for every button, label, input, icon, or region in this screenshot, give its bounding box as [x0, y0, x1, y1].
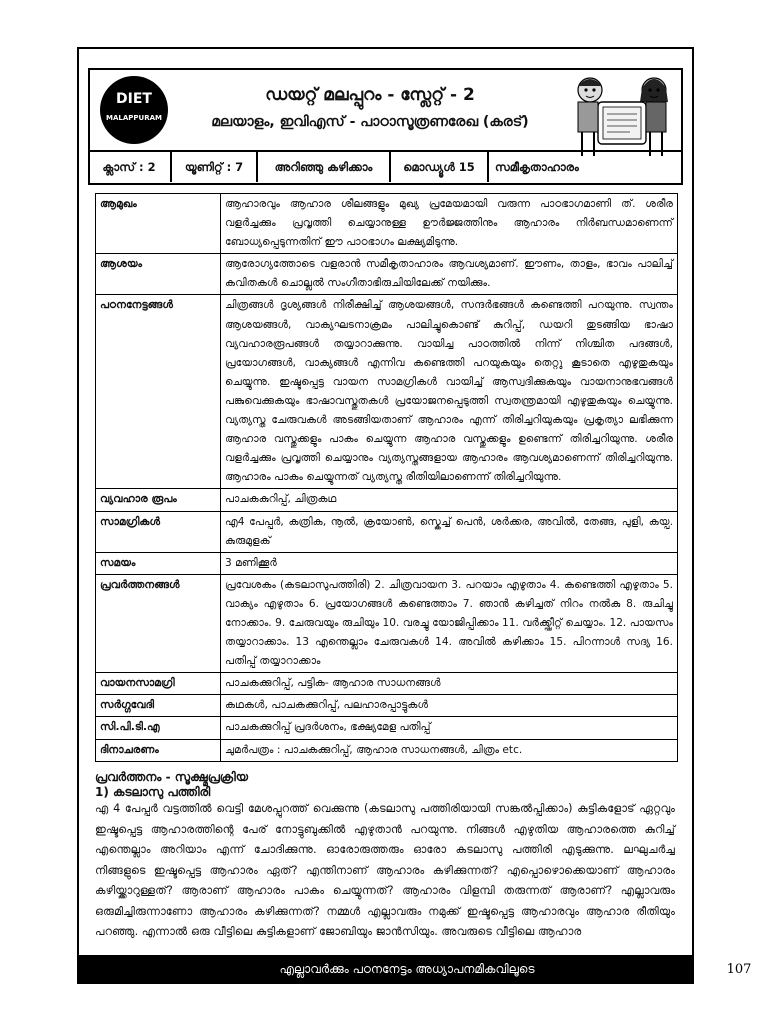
topic-cell: സമീകൃതാഹാരം — [495, 159, 579, 174]
row-value: കഥകൾ, പാചകക്കുറിപ്പ്, പലഹാരപ്പാട്ടുകൾ — [221, 695, 678, 717]
children-illustration — [568, 72, 676, 158]
row-label: സി.പി.ടി.എ — [96, 717, 221, 739]
footer-slogan: എല്ലാവർക്കും പഠനനേട്ടം അധ്യാപനമികവിലൂടെ — [279, 962, 535, 976]
table-row — [96, 673, 678, 695]
row-label: സാമഗ്രികൾ — [96, 511, 221, 552]
row-label: പഠനനേട്ടങ്ങൾ — [96, 295, 221, 489]
row-label: പ്രവർത്തനങ്ങൾ — [96, 574, 221, 672]
diet-logo — [100, 76, 168, 144]
row-value: ആഹാരവും ആഹാര ശീലങ്ങളും മുഖ്യ പ്രമേയമായി വരുന്ന പാഠഭാഗമാണി ത്. ശരീര വളർച്ചക്കും പ്രവൃത്തി ചെയ്യാനുള്ള ഊർജ്ജത്തിനും ആഹാരം നിർബന്ധമാണെന്ന് ബോധ്യപ്പെടുന്നതിന് ഈ പാഠഭാഗം ലക്ഷ്യമിടുന്നു. — [221, 194, 678, 254]
row-label: സമയം — [96, 552, 221, 574]
table-row — [96, 511, 678, 552]
page-title: ഡയറ്റ് മലപ്പുറം - സ്ലേറ്റ് - 2 — [265, 85, 475, 105]
table-row — [96, 695, 678, 717]
logo-main-text: DIET — [116, 91, 152, 107]
activity-paragraph: എ 4 പേപ്പർ വട്ടത്തിൽ വെട്ടി മേശപ്പുറത്ത് വെക്കുന്നു (കടലാസു പത്തിരിയായി സങ്കൽപ്പിക്കാം) കുട്ടികളോട് ഏറ്റവും ഇഷ്ടപ്പെട്ട ആഹാരത്തിന്റെ പേര് നോട്ടുബുക്കിൽ എഴുതാൻ പറയുന്നു. നിങ്ങൾ എഴുതിയ ആഹാരത്തെ കുറിച്ച് എന്തെല്ലാം അറിയാം എന്ന് ചോദിക്കുന്നു. ഓരോരുത്തരും ഓരോ കടലാസു പത്തിരി എടുക്കുന്നു. ലഘുചർച്ച നിങ്ങളുടെ ഇഷ്ടപ്പെട്ട ആഹാരം ഏത്? എന്തിനാണ് ആഹാരം കഴിക്കുന്നത്? എപ്പൊഴൊക്കെയാണ് ആഹാരം കഴിയ്ക്കാറുള്ളത്? ആരാണ് ആഹാരം പാകം ചെയ്യുന്നത്? ആഹാരം വിളമ്പി തരുന്നത് ആരാണ്? എല്ലാവരും ഒരുമിച്ചിരുന്നാണോ ആഹാരം കഴിക്കുന്നത്? നമ്മൾ എല്ലാവരും നമുക്ക് ഇഷ്ടപ്പെട്ട ആഹാരവും ആഹാര രീതിയും പറഞ്ഞു. എന്നാൽ ഒരു വീട്ടിലെ കുട്ടികളാണ് ജോബിയും ജാൻസിയും. അവരുടെ വീട്ടിലെ ആഹാര — [95, 802, 675, 938]
row-label: സർഗ്ഗവേദി — [96, 695, 221, 717]
table-row — [96, 739, 678, 761]
unit-cell: യൂണിറ്റ് : 7 — [172, 152, 258, 182]
page-subtitle: മലയാളം, ഇവിഎസ് - പാഠാസൂത്രണരേഖ (കരട്) — [211, 114, 529, 130]
row-label: വ്യവഹാര രൂപം — [96, 489, 221, 511]
row-value: 3 മണിക്കൂർ — [221, 552, 678, 574]
row-value: പ്രവേശകം (കടലാസുപത്തിരി) 2. ചിത്രവായന 3. പറയാം എഴുതാം 4. കണ്ടെത്തി എഴുതാം 5. വാക്യം എഴുതാം 6. പ്രയോഗങ്ങൾ കണ്ടെത്താം 7. ഞാൻ കഴിച്ചത് നിറം നൽകു 8. രുചിച്ചു നോക്കാം. 9. ചേരുവയും രുചിയും 10. വരച്ചു യോജിപ്പിക്കാം 11. വർക്ക്ഷീറ്റ് ചെയ്യാം. 12. പായസം തയ്യാറാക്കാം. 13 എന്തെല്ലാം ചേരുവകൾ 14. അവിൽ കഴിക്കാം 15. പിറന്നാൾ സദ്യ 16. പതിപ്പ് തയ്യാറാക്കാം — [221, 574, 678, 672]
row-value: ചിത്രങ്ങൾ ദൃശ്യങ്ങൾ നിരീക്ഷിച്ച് ആശയങ്ങൾ, സന്ദർഭങ്ങൾ കണ്ടെത്തി പറയുന്നു. സ്വന്തം ആശയങ്ങൾ, വാക്യഘടനാക്രമം പാലിച്ചുകൊണ്ട് കുറിപ്പ്, ഡയറി തുടങ്ങിയ ഭാഷാ വ്യവഹാരരൂപങ്ങൾ തയ്യാറാക്കുന്നു. വായിച്ച പാഠത്തിൽ നിന്ന് നിശ്ചിത പദങ്ങൾ, പ്രയോഗങ്ങൾ, വാക്യങ്ങൾ എന്നിവ കണ്ടെത്തി പറയുകയും തെറ്റു കൂടാതെ എഴുതുകയും ചെയ്യുന്നു. ഇഷ്ടപ്പെട്ട വായന സാമഗ്രികൾ വായിച്ച് ആസ്വദിക്കുകയും വായനാനുഭവങ്ങൾ പങ്കുവെക്കുകയും ഭാഷാവസ്തുതകൾ പ്രയോജനപ്പെടുത്തി സ്വതന്ത്രമായി എഴുതുകയും ചെയ്യുന്നു. വ്യത്യസ്ത ചേരുവകൾ അടങ്ങിയതാണ് ആഹാരം എന്ന് തിരിച്ചറിയുകയും പ്രകൃത്യാ ലഭിക്കുന്ന ആഹാര വസ്തുക്കളും പാകം ചെയ്യുന്ന ആഹാര വസ്തുക്കളും ഉണ്ടെന്ന് തിരിച്ചറിയുന്നു. ശരീര വളർച്ചക്കും പ്രവൃത്തി ചെയ്യാനും വ്യത്യസ്തങ്ങളായ ആഹാരം ആവശ്യമാണെന്ന് തിരിച്ചറിയുന്നു. ആഹാരം പാകം ചെയ്യുന്നത് വ്യത്യസ്ത രീതിയിലാണെന്ന് തിരിച്ചറിയുന്നു. — [221, 295, 678, 489]
row-label: ആമുഖം — [96, 194, 221, 254]
row-value: പാചകക്കുറിപ്പ് പ്രദർശനം, ഭക്ഷ്യമേള പതിപ്പ് — [221, 717, 678, 739]
row-value: ചുമർപത്രം : പാചകക്കുറിപ്പ്, ആഹാര സാധനങ്ങൾ, ചിത്രം etc. — [221, 739, 678, 761]
row-value: എ4 പേപ്പർ, കത്രിക, നൂൽ, ക്രയോൺ, സ്കെച്ച് പെൻ, ശർക്കര, അവിൽ, തേങ്ങ, പുളി, കയ്പ. കുരുമുളക് — [221, 511, 678, 552]
table-row — [96, 194, 678, 254]
class-cell: ക്ലാസ് : 2 — [88, 152, 172, 182]
row-label: ആശയം — [96, 254, 221, 295]
table-row — [96, 489, 678, 511]
logo-sub-text: MALAPPURAM — [106, 114, 162, 122]
row-value: പാചകക്കുറിപ്പ്, പട്ടിക- ആഹാര സാധനങ്ങൾ — [221, 673, 678, 695]
table-row — [96, 717, 678, 739]
activity-title: 1) കടലാസു പത്തിരി — [95, 785, 211, 799]
module-info-row — [88, 150, 683, 182]
table-row — [96, 574, 678, 672]
table-row — [96, 295, 678, 489]
section-title: പ്രവർത്തനം - സൂക്ഷ്മപ്രക്രിയ — [95, 770, 248, 784]
page-number: 107 — [713, 960, 765, 980]
module-cell: മൊഡ്യൂൾ 15 — [391, 152, 489, 182]
lesson-plan-table — [95, 193, 678, 762]
table-row — [96, 254, 678, 295]
table-row — [96, 552, 678, 574]
unit-title-cell: അറിഞ്ഞു കഴിക്കാം — [258, 152, 391, 182]
row-value: പാചകകുറിപ്പ്, ചിത്രകഥ — [221, 489, 678, 511]
row-label: ദിനാചരണം — [96, 739, 221, 761]
row-label: വായനസാമഗ്രി — [96, 673, 221, 695]
row-value: ആരോഗ്യത്തോടെ വളരാൻ സമീകൃതാഹാരം ആവശ്യമാണ്. ഈണം, താളം, ഭാവം പാലിച്ച് കവിതകൾ ചൊല്ലൽ സംഗീതാഭിരുചിയിലേക്ക് നയിക്കും. — [221, 254, 678, 295]
footer-bar — [77, 956, 752, 984]
